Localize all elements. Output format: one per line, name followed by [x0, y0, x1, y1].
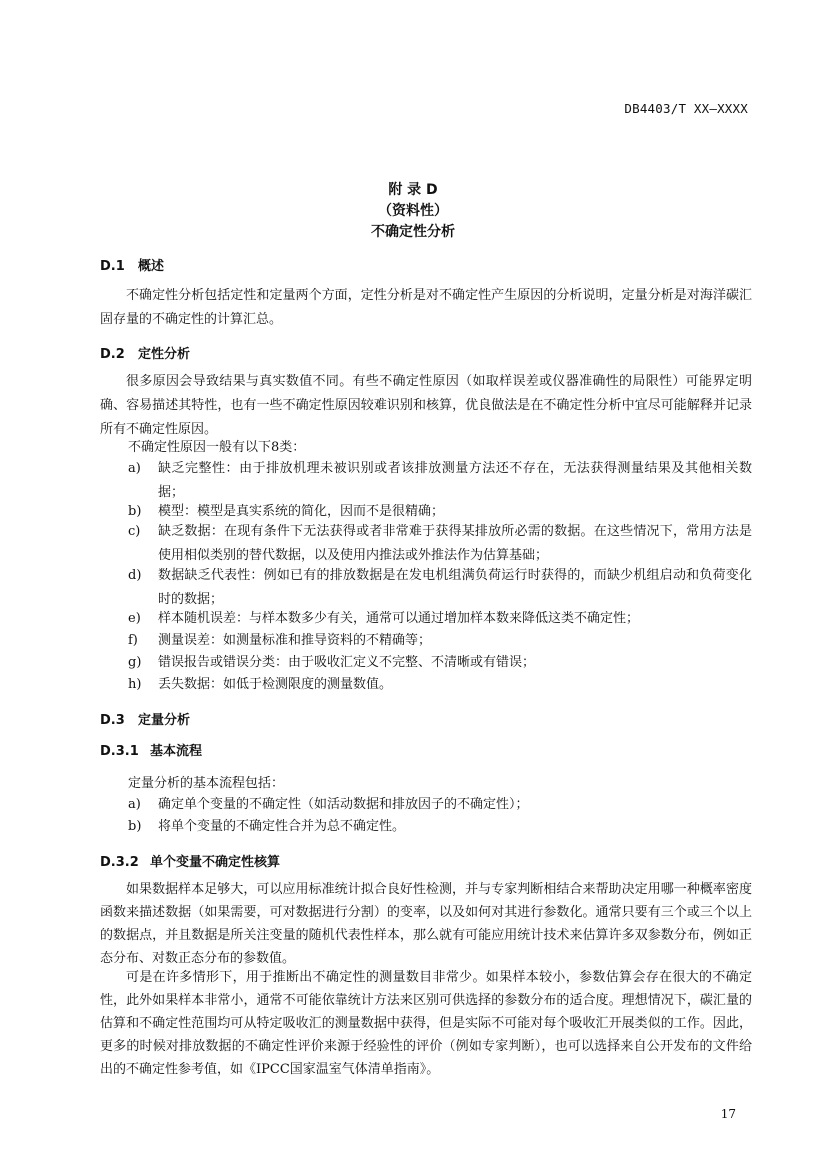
section-number: D.3.1 [100, 744, 139, 759]
list-text: 缺乏数据：在现有条件下无法获得或者非常难于获得某排放所必需的数据。在这些情况下，常用方法是使用相似类别的替代数据，以及使用内推法或外推法作为估算基础； [158, 524, 752, 563]
list-label: b) [128, 819, 142, 834]
list-label: f) [128, 633, 138, 648]
list-text: 数据缺乏代表性：例如已有的排放数据是在发电机组满负荷运行时获得的，而缺少机组启动和负荷变化时的数据； [158, 568, 752, 607]
list-label: a) [128, 797, 141, 812]
document-code: DB4403/T XX—XXXX [624, 101, 748, 116]
section-heading-d1 [100, 255, 164, 274]
section-heading-d2 [100, 343, 190, 362]
annex-name: 不确定性分析 [371, 224, 455, 240]
list-label: b) [128, 504, 142, 519]
list-text: 错误报告或错误分类：由于吸收汇定义不完整、不清晰或有错误； [158, 655, 536, 670]
list-label: h) [128, 677, 142, 692]
list-item [128, 607, 752, 631]
list-item [128, 457, 752, 505]
paragraph: 很多原因会导致结果与真实数值不同。有些不确定性原因（如取样误差或仪器准确性的局限性）可能界定明确、容易描述其特性，也有一些不确定性原因较难识别和核算，优良做法是在不确定性分析中宜尽可能解释并记录所有不确定性原因。 [100, 374, 752, 437]
list-label: d) [128, 568, 142, 583]
list-text: 缺乏完整性：由于排放机理未被识别或者该排放测量方法还不存在，无法获得测量结果及其他相关数据； [158, 461, 752, 500]
section-title: 定性分析 [138, 347, 191, 362]
list-item [128, 815, 752, 839]
list-text: 测量误差：如测量标准和推导资料的不精确等； [158, 633, 432, 648]
list-label: a) [128, 461, 141, 476]
list-text: 丢失数据：如低于检测限度的测量数值。 [158, 677, 393, 692]
section-number: D.2 [100, 347, 125, 362]
section-number: D.3 [100, 713, 125, 728]
paragraph: 定量分析的基本流程包括： [128, 776, 285, 791]
list-text: 将单个变量的不确定性合并为总不确定性。 [158, 819, 406, 834]
list-item [128, 793, 752, 817]
list-text: 样本随机误差：与样本数多少有关，通常可以通过增加样本数来降低这类不确定性； [158, 611, 640, 626]
paragraph: 不确定性原因一般有以下8类： [128, 440, 306, 455]
section-number: D.1 [100, 259, 125, 274]
list-text: 确定单个变量的不确定性（如活动数据和排放因子的不确定性）； [158, 797, 529, 812]
paragraph: 如果数据样本足够大，可以应用标准统计拟合良好性检测，并与专家判断相结合来帮助决定用哪一种概率密度函数来描述数据（如果需要，可对数据进行分割）的变率，以及如何对其进行参数化。通常只要有三个或三个以上的数据点，并且数据是所关注变量的随机代表性样本，那么就有可能应用统计技术来估算许多双参数分布，例如正态分布、对数正态分布的参数值。 [100, 882, 752, 966]
section-number: D.3.2 [100, 855, 139, 870]
section-title: 基本流程 [150, 744, 203, 759]
list-item [128, 651, 752, 675]
page-number: 17 [720, 1107, 736, 1121]
section-title: 定量分析 [138, 713, 191, 728]
subsection-heading-d3-2 [100, 851, 280, 870]
list-label: e) [128, 611, 141, 626]
list-item [128, 629, 752, 653]
section-title: 单个变量不确定性核算 [150, 855, 281, 870]
subsection-heading-d3-1 [100, 740, 202, 759]
section-heading-d3 [100, 709, 190, 728]
list-text: 模型：模型是真实系统的简化，因而不是很精确； [158, 504, 445, 519]
list-item [128, 520, 752, 568]
list-item [128, 564, 752, 612]
section-title: 概述 [138, 259, 165, 274]
annex-title: 附 录 D [388, 182, 438, 198]
paragraph: 可是在许多情形下，用于推断出不确定性的测量数目非常少。如果样本较小，参数估算会存在很大的不确定性，此外如果样本非常小，通常不可能依靠统计方法来区别可供选择的参数分布的适合度。理想情况下，碳汇量的估算和不确定性范围均可从特定吸收汇的测量数据中获得，但是实际不可能对每个吸收汇开展类似的工作。因此，更多的时候对排放数据的不确定性评价来源于经验性的评价（例如专家判断），也可以选择来自公开发布的文件给出的不确定性参考值，如《IPCC国家温室气体清单指南》。 [100, 970, 752, 1077]
annex-type: （资料性） [378, 203, 448, 219]
list-item [128, 673, 752, 697]
paragraph: 不确定性分析包括定性和定量两个方面，定性分析是对不确定性产生原因的分析说明，定量分析是对海洋碳汇固存量的不确定性的计算汇总。 [100, 288, 752, 327]
list-label: g) [128, 655, 142, 670]
list-label: c) [128, 524, 141, 539]
